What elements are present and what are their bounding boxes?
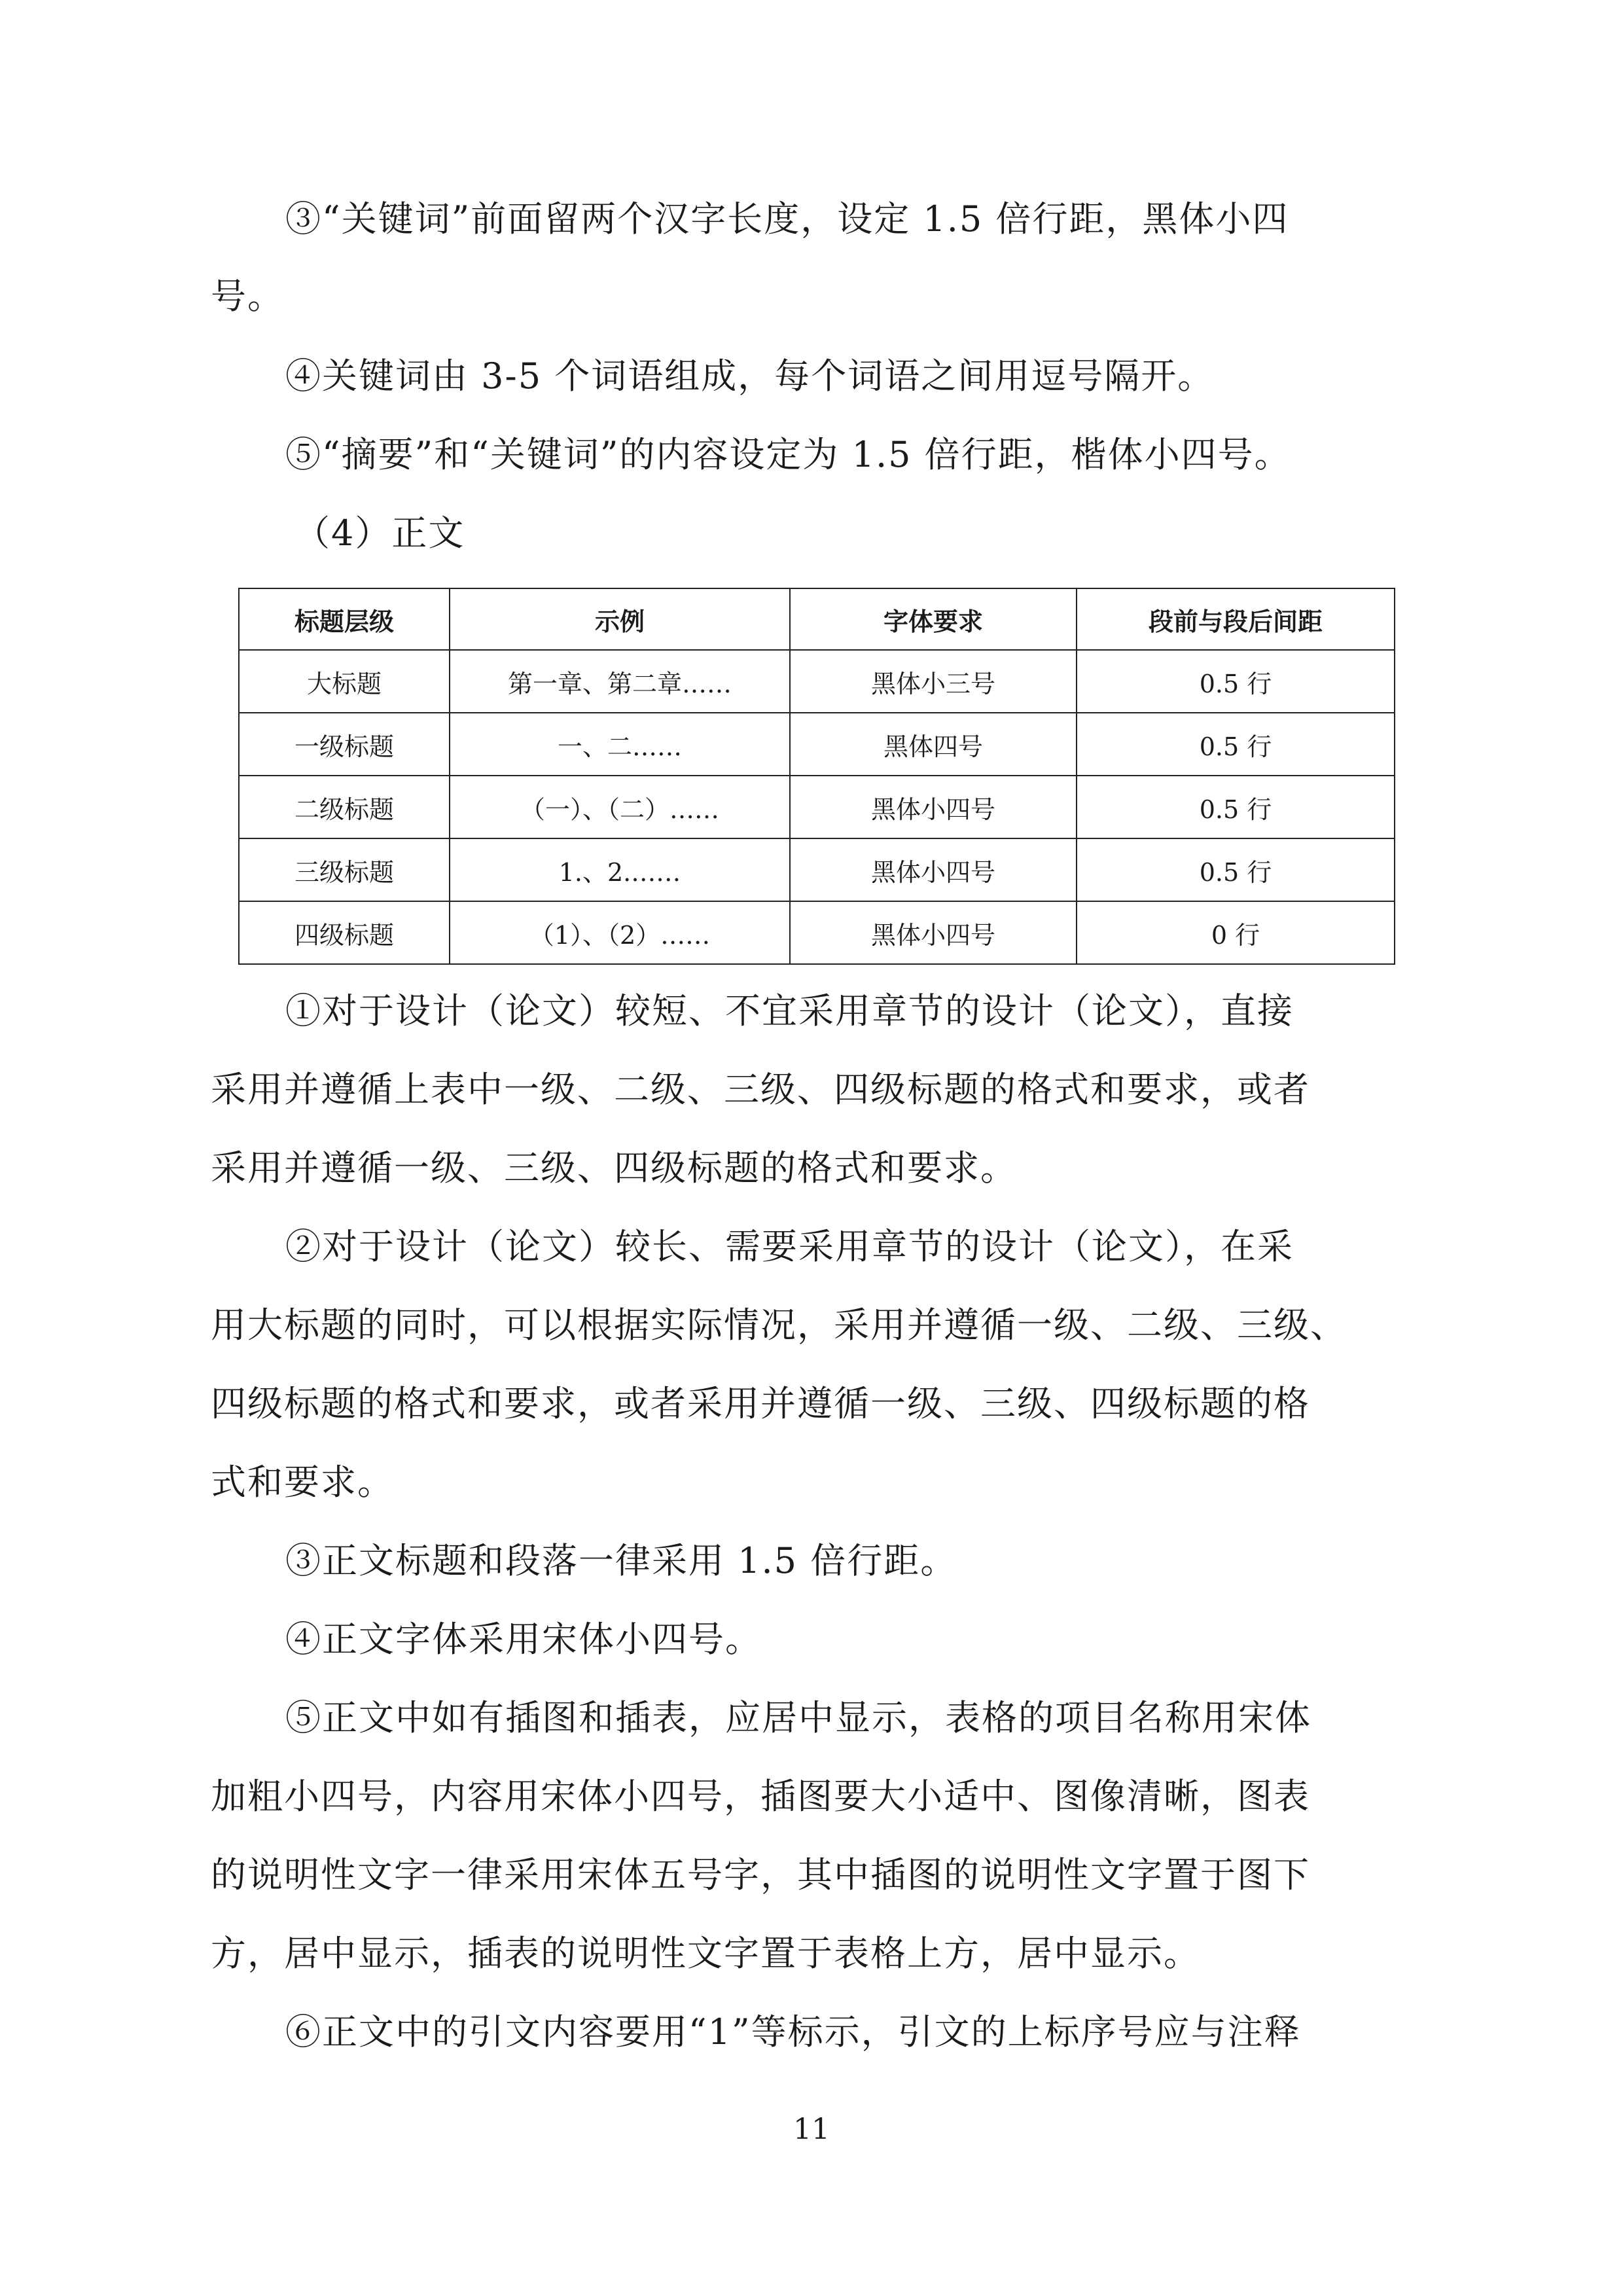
body-paragraph-line: 四级标题的格式和要求，或者采用并遵循一级、三级、四级标题的格 <box>211 1383 1310 1424</box>
table-cell: 0.5 行 <box>1077 650 1395 713</box>
table-cell: 一级标题 <box>239 713 450 776</box>
table-cell: 黑体小三号 <box>790 650 1077 713</box>
table-row <box>239 650 1395 713</box>
body-paragraph-line: 式和要求。 <box>211 1462 394 1503</box>
body-paragraph-line: ②对于设计（论文）较长、需要采用章节的设计（论文），在采 <box>285 1226 1294 1267</box>
page-number: 11 <box>793 2113 830 2146</box>
body-paragraph-line: 用大标题的同时，可以根据实际情况，采用并遵循一级、二级、三级、 <box>211 1304 1347 1346</box>
table-header-row <box>239 588 1395 650</box>
body-paragraph-line: ⑤正文中如有插图和插表，应居中显示，表格的项目名称用宋体 <box>285 1697 1311 1738</box>
body-paragraph-line: 采用并遵循上表中一级、二级、三级、四级标题的格式和要求，或者 <box>211 1069 1310 1110</box>
body-paragraph-line: 加粗小四号，内容用宋体小四号，插图要大小适中、图像清晰，图表 <box>211 1776 1310 1817</box>
body-paragraph-line: ④正文字体采用宋体小四号。 <box>285 1619 762 1660</box>
table-cell: 大标题 <box>239 650 450 713</box>
section-heading-body: （4）正文 <box>294 512 465 554</box>
table-header-cell: 标题层级 <box>239 588 450 650</box>
table-cell: 第一章、第二章…… <box>450 650 790 713</box>
table-row <box>239 776 1395 838</box>
table-cell: 0.5 行 <box>1077 838 1395 901</box>
table-cell: 黑体四号 <box>790 713 1077 776</box>
paragraph-abstract-format: ⑤“摘要”和“关键词”的内容设定为 1.5 倍行距，楷体小四号。 <box>285 434 1291 475</box>
table-row <box>239 838 1395 901</box>
table-cell: （一）、（二）…… <box>450 776 790 838</box>
body-paragraph-line: ⑥正文中的引文内容要用“1”等标示，引文的上标序号应与注释 <box>285 2011 1301 2053</box>
table-cell: 四级标题 <box>239 901 450 964</box>
table-row <box>239 713 1395 776</box>
heading-format-table <box>238 588 1395 965</box>
table-header-cell: 段前与段后间距 <box>1077 588 1395 650</box>
paragraph-keywords-format-cont: 号。 <box>211 276 284 317</box>
body-paragraph-line: 方，居中显示，插表的说明性文字置于表格上方，居中显示。 <box>211 1933 1200 1974</box>
paragraph-keywords-count: ④关键词由 3-5 个词语组成，每个词语之间用逗号隔开。 <box>285 355 1215 397</box>
table-cell: （1）、（2）…… <box>450 901 790 964</box>
body-paragraph-line: ③正文标题和段落一律采用 1.5 倍行距。 <box>285 1540 957 1581</box>
table-row <box>239 901 1395 964</box>
table-cell: 0.5 行 <box>1077 776 1395 838</box>
table-cell: 一、二…… <box>450 713 790 776</box>
table-cell: 黑体小四号 <box>790 901 1077 964</box>
table-cell: 二级标题 <box>239 776 450 838</box>
table-header-cell: 示例 <box>450 588 790 650</box>
table-cell: 黑体小四号 <box>790 838 1077 901</box>
table-cell: 0 行 <box>1077 901 1395 964</box>
table-cell: 0.5 行 <box>1077 713 1395 776</box>
table-header-cell: 字体要求 <box>790 588 1077 650</box>
body-paragraph-line: 的说明性文字一律采用宋体五号字，其中插图的说明性文字置于图下 <box>211 1854 1310 1895</box>
table-cell: 黑体小四号 <box>790 776 1077 838</box>
table-cell: 三级标题 <box>239 838 450 901</box>
body-paragraph-line: 采用并遵循一级、三级、四级标题的格式和要求。 <box>211 1147 1017 1189</box>
table-cell: 1.、2.…… <box>450 838 790 901</box>
body-paragraph-line: ①对于设计（论文）较短、不宜采用章节的设计（论文），直接 <box>285 990 1294 1031</box>
paragraph-keywords-format: ③“关键词”前面留两个汉字长度，设定 1.5 倍行距，黑体小四 <box>285 198 1289 240</box>
